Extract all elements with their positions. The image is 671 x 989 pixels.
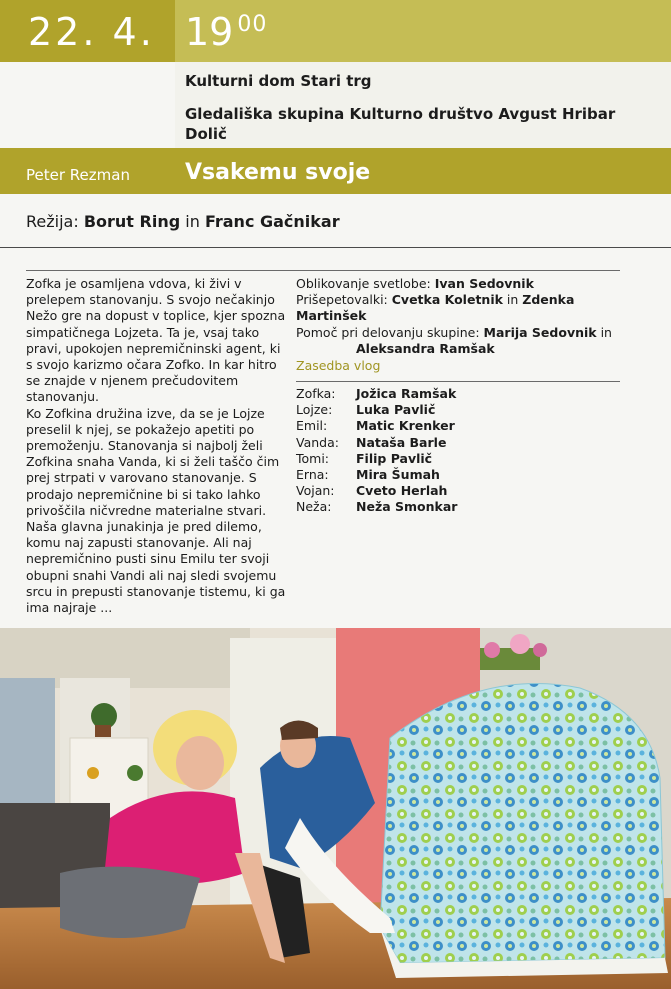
cast-actor: Matic Krenker <box>356 418 455 434</box>
cast-role: Erna: <box>296 467 329 483</box>
cast-row <box>296 451 457 467</box>
stage-photo <box>0 628 671 989</box>
cast-row <box>296 418 457 434</box>
credit-name: Ivan Sedovnik <box>434 276 534 291</box>
cast-row <box>296 386 457 402</box>
cast-actor: Nataša Barle <box>356 434 447 450</box>
cast-divider <box>296 381 620 382</box>
cast-row <box>296 499 457 515</box>
play-author: Peter Rezman <box>26 166 130 184</box>
credit-prompters <box>296 292 636 324</box>
stage-photo-illustration <box>0 628 671 989</box>
synopsis <box>26 276 288 616</box>
credit-label: Pomoč pri delovanju skupine: <box>296 324 480 340</box>
credit-label: Oblikovanje svetlobe: <box>296 276 431 291</box>
cast-actor: Neža Smonkar <box>356 499 458 515</box>
credit-name: Cvetka Koletnik <box>391 292 503 308</box>
cast-list <box>296 386 457 516</box>
date-band <box>0 0 671 62</box>
direction <box>26 212 340 231</box>
event-time <box>185 10 267 54</box>
play-title: Vsakemu svoje <box>185 160 371 185</box>
time-minutes: 00 <box>237 12 268 37</box>
time-box <box>175 0 671 62</box>
cast-heading: Zasedba vlog <box>296 358 381 373</box>
divider <box>26 270 620 271</box>
direction-label: Režija: <box>26 212 79 231</box>
credit-lighting <box>296 276 636 292</box>
cast-role: Neža: <box>296 499 332 515</box>
cast-actor: Jožica Ramšak <box>356 386 457 401</box>
credit-help <box>296 325 636 341</box>
venue: Kulturni dom Stari trg <box>185 72 372 90</box>
cast-role: Vojan: <box>296 483 335 499</box>
synopsis-paragraph-1: Zofka je osamljena vdova, ki živi v prelepem stanovanju. S svojo nečakinjo Nežo gre na dopust v toplice, kjer spozna simpatičnega Lojzeta. Ta je, vsaj tako pravi, upokojen nepremičninski agent, ki s svojo karizmo očara Zofko. In kar hitro se znajde v njenem prečudovitem stanovanju. <box>26 276 286 405</box>
synopsis-paragraph-2: Ko Zofkina družina izve, da se je Lojze preselil k njej, se pokažejo apetiti po premoženju. Stanovanja si najbolj želi Zofkina snaha Vanda, ki si želi taščo čim prej strpati v varovano stanovanje. S prodajo nepremičnine bi si tako lahko privoščila ničvredne materialne stvari. Naša glavna junakinja je pred dilemo, komu naj zapusti stanovanje. Ali naj nepremičnino pusti sinu Emilu ter svoji obupni snahi Vandi ali naj sledi svojemu srcu in prepusti stanovanje tistemu, ki ga ima najraje ... <box>26 405 286 616</box>
time-hour: 19 <box>185 10 234 54</box>
actress-1-face <box>176 736 224 790</box>
credit-name: Zdenka Martinšek <box>296 292 575 324</box>
cast-role: Lojze: <box>296 402 333 418</box>
credit-label: Prišepetovalki: <box>296 292 388 308</box>
flowered-table <box>380 684 665 963</box>
cast-actor: Mira Šumah <box>356 467 440 483</box>
cast-actor: Filip Pavlič <box>356 450 433 466</box>
director-1: Borut Ring <box>83 212 181 231</box>
event-date: 22. 4. <box>28 10 155 54</box>
cast-role: Tomi: <box>296 450 330 466</box>
cast-row <box>296 483 457 499</box>
cast-row <box>296 402 457 418</box>
divider <box>0 247 671 248</box>
cast-role: Emil: <box>296 418 328 434</box>
theatre-group: Gledališka skupina Kulturno društvo Avgust Hribar Dolič <box>185 105 616 143</box>
title-band <box>0 148 671 194</box>
venue-area <box>175 62 671 148</box>
credit-help-cont <box>296 341 636 357</box>
credit-name: Marija Sedovnik <box>483 324 597 340</box>
credit-and: in <box>600 324 612 340</box>
credits <box>296 276 636 357</box>
cast-row <box>296 435 457 451</box>
cast-actor: Cveto Herlah <box>356 483 448 499</box>
director-2: Franc Gačnikar <box>204 212 340 231</box>
cast-actor: Luka Pavlič <box>356 402 436 418</box>
credit-and: in <box>506 292 519 308</box>
cast-row <box>296 467 457 483</box>
direction-and: in <box>185 212 200 231</box>
cast-role: Zofka: <box>296 386 336 401</box>
flowers <box>484 642 500 658</box>
credit-name: Aleksandra Ramšak <box>356 340 495 356</box>
cast-role: Vanda: <box>296 434 339 450</box>
